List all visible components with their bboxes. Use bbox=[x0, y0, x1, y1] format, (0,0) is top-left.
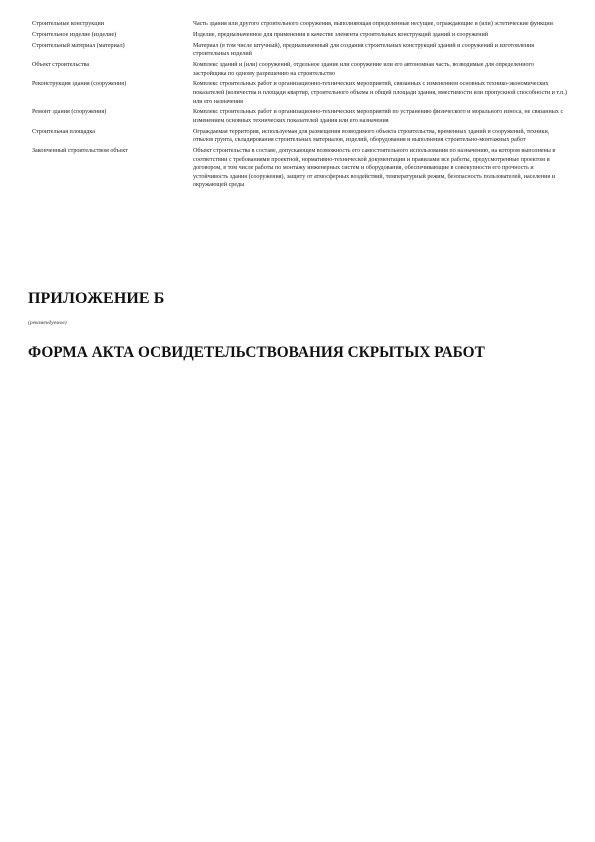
definition-text: Изделие, предназначенное для применения в качестве элемента строительных конструкций зданий и сооружений bbox=[193, 31, 488, 38]
definition-term: Ремонт здания (сооружения) bbox=[32, 109, 107, 116]
definition-term: Объект строительства bbox=[32, 61, 90, 68]
form-title: ФОРМА АКТА ОСВИДЕТЕЛЬСТВОВАНИЯ СКРЫТЫХ РАБОТ bbox=[28, 344, 485, 361]
definition-term: Строительный материал (материал) bbox=[32, 42, 125, 49]
definition-term: Законченный строительством объект bbox=[32, 148, 128, 155]
definition-text: Комплекс зданий и (или) сооружений, отдельное здание или сооружение или его автономная часть, возводимые для определенного застройщика по одному разрешению на строительство bbox=[193, 61, 534, 77]
definition-term: Строительная площадка bbox=[32, 128, 95, 135]
definition-text: Материал (в том числе штучный), предназначенный для создания строительных конструкций зданий и сооружений и изготовления строительных изделий bbox=[193, 42, 535, 58]
definition-text: Ограждаемая территория, используемая для размещения возводимого объекта строительства, временных зданий и сооружений, техники, отвалов грунта, складирования строительных материалов, изделий, оборудования и выполнения строительно-монтажных работ bbox=[193, 128, 550, 144]
definition-term: Реконструкция здания (сооружения) bbox=[32, 81, 127, 88]
appendix-heading: ПРИЛОЖЕНИЕ Б bbox=[28, 290, 165, 307]
definition-row bbox=[32, 108, 568, 127]
appendix-status: (рекомендуемое) bbox=[28, 320, 67, 326]
definition-text: Комплекс строительных работ и организационно-технических мероприятий, связанных с изменением основных технико-экономических показателей (количества и площади квартир, строительного объема и общей площади здания, вместимости или пропускной способности и т.п.) или его назначения bbox=[193, 81, 567, 105]
definition-row bbox=[32, 20, 568, 31]
definition-row bbox=[32, 147, 568, 192]
definitions-table bbox=[32, 20, 568, 192]
definition-row bbox=[32, 80, 568, 108]
definition-row bbox=[32, 31, 568, 42]
definition-term: Строительное изделие (изделие) bbox=[32, 31, 117, 38]
definition-term: Строительные конструкции bbox=[32, 21, 105, 27]
definition-row bbox=[32, 128, 568, 147]
definition-row bbox=[32, 61, 568, 80]
definition-text: Часть здания или другого строительного сооружения, выполняющая определенные несущие, ограждающие и (или) эстетические функции bbox=[193, 21, 553, 27]
definition-row bbox=[32, 42, 568, 61]
definition-text: Объект строительства в составе, допускающем возможность его самостоятельного использования по назначению, на котором выполнены в соответствии с требованиями проектной, нормативно-технической документации и правилами все работы, предусмотренные проектом и договором, в том числе работы по монтажу инженерных систем и оборудования, обеспечивающие в совокупности его прочность и устойчивость здания (сооружения), защиту от атмосферных воздействий, температурный режим, безопасность пользователей, населения и окружающей среды bbox=[193, 148, 556, 189]
definition-text: Комплекс строительных работ и организационно-технических мероприятий по устранению физического и морального износа, не связанных с изменением основных технических показателей здания или его назначения bbox=[193, 109, 564, 124]
